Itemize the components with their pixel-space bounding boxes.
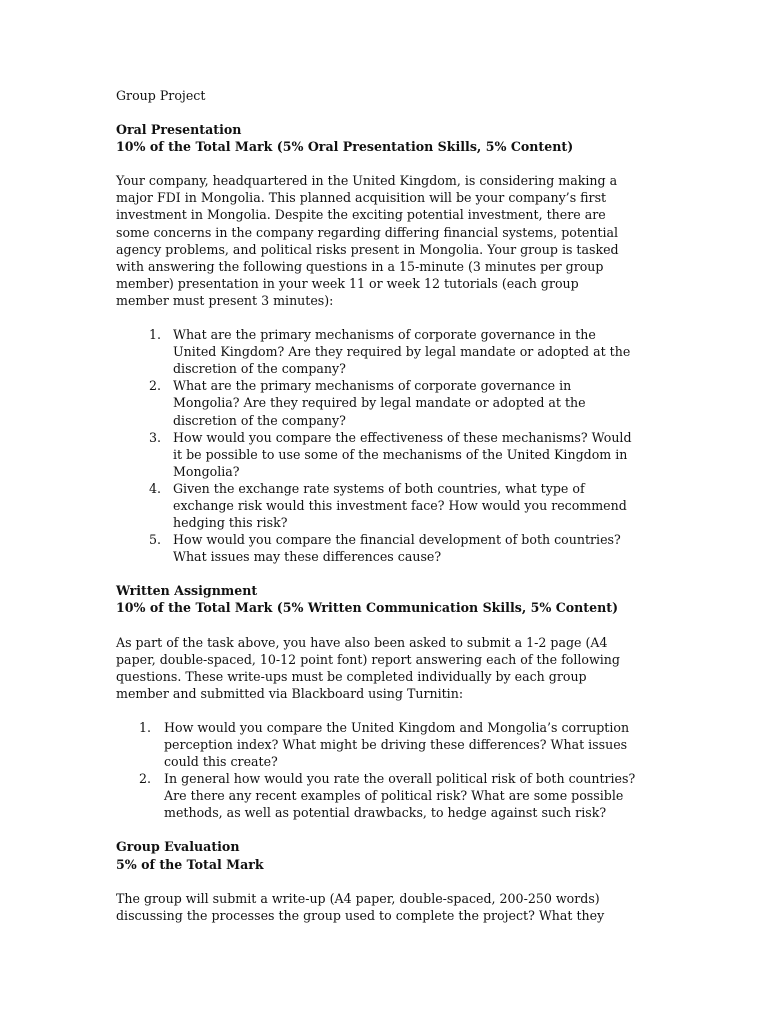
- question-line: it be possible to use some of the mechanisms of the United Kingdom in: [173, 446, 628, 462]
- question-line: Mongolia?: [173, 463, 240, 479]
- list-number: 2.: [149, 378, 162, 394]
- written-question-item: [116, 770, 656, 821]
- oral-paragraph-line: major FDI in Mongolia. This planned acquisition will be your company’s first: [116, 190, 607, 206]
- oral-question-item: [116, 326, 656, 377]
- question-line: Mongolia? Are they required by legal mandate or adopted at the: [173, 395, 586, 411]
- document-title: Group Project: [116, 88, 206, 103]
- written-mark: 10% of the Total Mark (5% Written Communication Skills, 5% Content): [116, 600, 619, 616]
- evaluation-heading: Group Evaluation: [116, 839, 240, 855]
- evaluation-mark: 5% of the Total Mark: [116, 856, 264, 872]
- written-paragraph-line: member and submitted via Blackboard using Turnitin:: [116, 685, 464, 701]
- oral-paragraph-line: Your company, headquartered in the United Kingdom, is considering making a: [116, 173, 618, 189]
- oral-question-item: [116, 480, 656, 531]
- oral-mark: 10% of the Total Mark (5% Oral Presentation Skills, 5% Content): [116, 139, 574, 155]
- question-line: exchange risk would this investment face? How would you recommend: [173, 497, 627, 513]
- oral-question-item: [116, 531, 656, 565]
- question-line: What issues may these differences cause?: [173, 549, 442, 565]
- written-paragraph-line: paper, double-spaced, 10-12 point font) report answering each of the following: [116, 651, 620, 667]
- written-paragraph-line: As part of the task above, you have also been asked to submit a 1-2 page (A4: [116, 634, 608, 650]
- list-number: 1.: [139, 719, 152, 735]
- oral-paragraph-line: member) presentation in your week 11 or week 12 tutorials (each group: [116, 275, 579, 291]
- oral-paragraph-line: some concerns in the company regarding differing financial systems, potential: [116, 224, 619, 240]
- question-line: methods, as well as potential drawbacks, to hedge against such risk?: [164, 805, 607, 821]
- oral-paragraph-line: agency problems, and political risks present in Mongolia. Your group is tasked: [116, 241, 619, 257]
- question-line: What are the primary mechanisms of corporate governance in: [173, 378, 572, 394]
- written-paragraph: [116, 634, 656, 702]
- oral-question-item: [116, 377, 656, 428]
- question-line: How would you compare the United Kingdom and Mongolia’s corruption: [164, 719, 630, 735]
- question-line: could this create?: [164, 754, 278, 770]
- question-line: discretion of the company?: [173, 361, 346, 377]
- oral-paragraph-line: member must present 3 minutes):: [116, 292, 334, 308]
- written-paragraph-line: questions. These write-ups must be completed individually by each group: [116, 668, 587, 684]
- question-line: Given the exchange rate systems of both countries, what type of: [173, 480, 585, 496]
- written-question-item: [116, 719, 656, 770]
- document-page: [116, 87, 656, 924]
- list-number: 2.: [139, 771, 152, 787]
- written-heading: Written Assignment: [116, 583, 258, 599]
- question-line: discretion of the company?: [173, 412, 346, 428]
- oral-heading: Oral Presentation: [116, 122, 242, 138]
- oral-paragraph-line: investment in Mongolia. Despite the exciting potential investment, there are: [116, 207, 606, 223]
- list-number: 5.: [149, 532, 162, 548]
- evaluation-paragraph-line: discussing the processes the group used to complete the project? What they: [116, 907, 605, 923]
- list-number: 1.: [149, 327, 162, 343]
- oral-question-item: [116, 429, 656, 480]
- question-line: Are there any recent examples of political risk? What are some possible: [164, 788, 624, 804]
- oral-question-list: [116, 326, 656, 565]
- evaluation-paragraph-line: The group will submit a write-up (A4 paper, double-spaced, 200-250 words): [116, 890, 600, 906]
- list-number: 3.: [149, 429, 162, 445]
- written-question-list: [116, 719, 656, 822]
- evaluation-paragraph: [116, 890, 656, 924]
- question-line: perception index? What might be driving these differences? What issues: [164, 737, 628, 752]
- question-line: hedging this risk?: [173, 515, 288, 531]
- question-line: In general how would you rate the overall political risk of both countries?: [164, 771, 636, 787]
- list-number: 4.: [149, 480, 162, 496]
- oral-paragraph: [116, 172, 656, 309]
- question-line: United Kingdom? Are they required by legal mandate or adopted at the: [173, 344, 631, 360]
- question-line: How would you compare the financial development of both countries?: [173, 532, 621, 548]
- question-line: What are the primary mechanisms of corporate governance in the: [173, 327, 596, 343]
- oral-paragraph-line: with answering the following questions in a 15-minute (3 minutes per group: [116, 258, 604, 274]
- question-line: How would you compare the effectiveness of these mechanisms? Would: [173, 429, 632, 445]
